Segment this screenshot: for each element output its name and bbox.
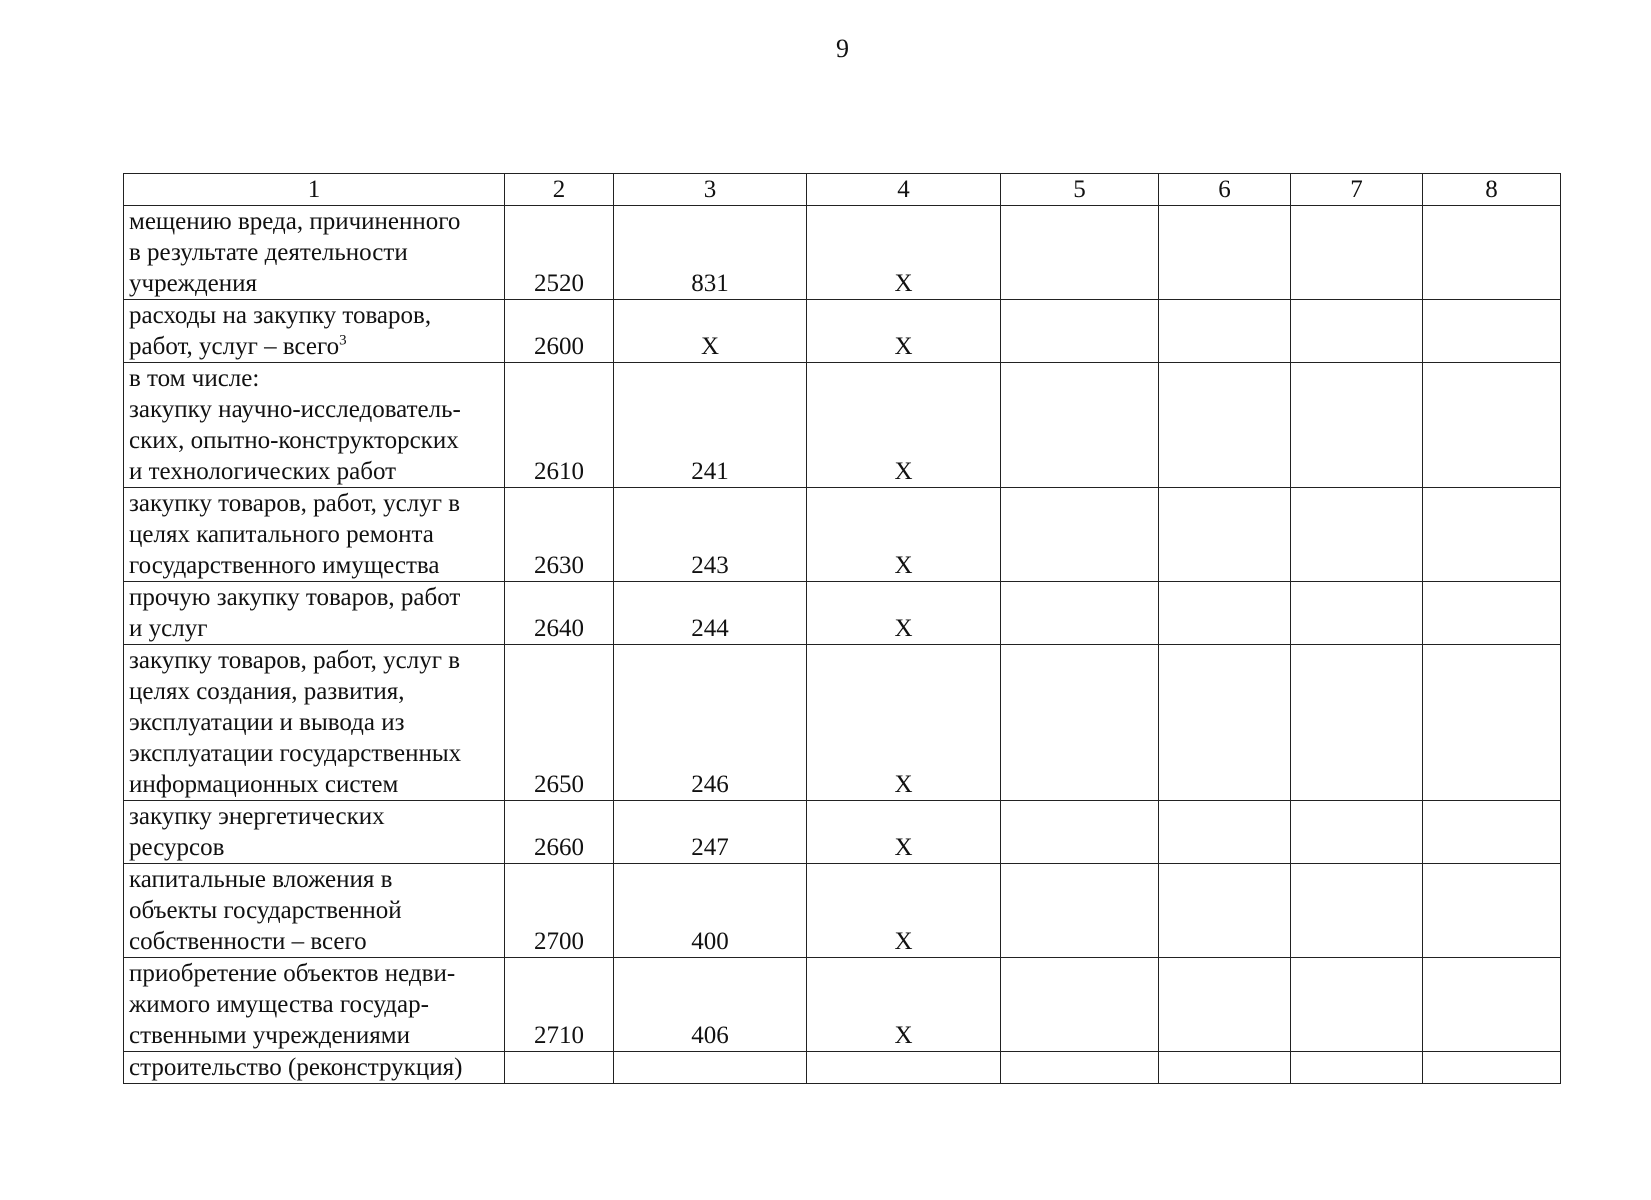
cell-col-3: X <box>614 300 807 363</box>
cell-col-2: 2610 <box>505 363 614 488</box>
cell-col-7 <box>1291 582 1423 645</box>
cell-col-5 <box>1001 864 1159 958</box>
table-row <box>124 864 1561 958</box>
cell-col-4: X <box>807 488 1001 582</box>
cell-col-6 <box>1159 958 1291 1052</box>
row-description-cell <box>124 300 505 363</box>
row-description: расходы на закупку товаров, работ, услуг – всего <box>129 302 432 360</box>
cell-col-2: 2600 <box>505 300 614 363</box>
cell-col-3 <box>614 1052 807 1084</box>
cell-col-8 <box>1423 1052 1561 1084</box>
table-row <box>124 300 1561 363</box>
cell-col-2: 2710 <box>505 958 614 1052</box>
table-body <box>124 206 1561 1084</box>
cell-col-7 <box>1291 864 1423 958</box>
row-description: прочую закупку товаров, работ и услуг <box>129 584 461 642</box>
cell-col-6 <box>1159 488 1291 582</box>
row-description-cell <box>124 206 505 300</box>
row-description: строительство (реконструкция) <box>129 1054 463 1081</box>
cell-col-8 <box>1423 206 1561 300</box>
column-header-2: 2 <box>505 174 614 206</box>
cell-col-7 <box>1291 645 1423 801</box>
cell-col-4: X <box>807 206 1001 300</box>
table-row <box>124 801 1561 864</box>
row-description: приобретение объектов недви- жимого имущества государ- ственными учреждениями <box>129 960 456 1049</box>
table-header <box>124 174 1561 206</box>
page-number: 9 <box>836 34 849 63</box>
cell-col-4 <box>807 1052 1001 1084</box>
cell-col-2: 2660 <box>505 801 614 864</box>
row-description: закупку товаров, работ, услуг в целях капитального ремонта государственного имущества <box>129 490 461 579</box>
cell-col-7 <box>1291 488 1423 582</box>
cell-col-8 <box>1423 801 1561 864</box>
cell-col-4: X <box>807 582 1001 645</box>
cell-col-3: 246 <box>614 645 807 801</box>
table-row <box>124 206 1561 300</box>
cell-col-3: 831 <box>614 206 807 300</box>
cell-col-2: 2700 <box>505 864 614 958</box>
cell-col-5 <box>1001 645 1159 801</box>
cell-col-5 <box>1001 801 1159 864</box>
cell-col-6 <box>1159 645 1291 801</box>
cell-col-2 <box>505 1052 614 1084</box>
cell-col-8 <box>1423 958 1561 1052</box>
cell-col-3: 244 <box>614 582 807 645</box>
table-row <box>124 958 1561 1052</box>
cell-col-5 <box>1001 206 1159 300</box>
table-row <box>124 645 1561 801</box>
row-description: мещению вреда, причиненного в результате деятельности учреждения <box>129 208 461 297</box>
row-description-cell <box>124 488 505 582</box>
row-description: в том числе: закупку научно-исследователь- ских, опытно-конструкторских и технологических работ <box>129 365 461 485</box>
cell-col-6 <box>1159 582 1291 645</box>
cell-col-2: 2520 <box>505 206 614 300</box>
table-row <box>124 488 1561 582</box>
cell-col-4: X <box>807 645 1001 801</box>
cell-col-5 <box>1001 1052 1159 1084</box>
cell-col-6 <box>1159 300 1291 363</box>
cell-col-2: 2650 <box>505 645 614 801</box>
cell-col-4: X <box>807 864 1001 958</box>
cell-col-4: X <box>807 801 1001 864</box>
cell-col-7 <box>1291 363 1423 488</box>
cell-col-7 <box>1291 958 1423 1052</box>
cell-col-8 <box>1423 864 1561 958</box>
cell-col-6 <box>1159 801 1291 864</box>
column-header-6: 6 <box>1159 174 1291 206</box>
table-row <box>124 363 1561 488</box>
cell-col-4: X <box>807 363 1001 488</box>
cell-col-2: 2630 <box>505 488 614 582</box>
column-header-1: 1 <box>124 174 505 206</box>
row-description-cell <box>124 582 505 645</box>
column-header-3: 3 <box>614 174 807 206</box>
row-description: закупку энергетических ресурсов <box>129 803 385 861</box>
cell-col-8 <box>1423 363 1561 488</box>
row-description-cell <box>124 1052 505 1084</box>
row-description-cell <box>124 864 505 958</box>
cell-col-6 <box>1159 206 1291 300</box>
cell-col-5 <box>1001 300 1159 363</box>
cell-col-4: X <box>807 958 1001 1052</box>
cell-col-8 <box>1423 300 1561 363</box>
row-description-cell <box>124 645 505 801</box>
cell-col-5 <box>1001 363 1159 488</box>
table-row <box>124 1052 1561 1084</box>
column-header-4: 4 <box>807 174 1001 206</box>
cell-col-7 <box>1291 1052 1423 1084</box>
cell-col-7 <box>1291 801 1423 864</box>
cell-col-5 <box>1001 488 1159 582</box>
cell-col-4: X <box>807 300 1001 363</box>
cell-col-8 <box>1423 645 1561 801</box>
column-header-8: 8 <box>1423 174 1561 206</box>
cell-col-5 <box>1001 582 1159 645</box>
cell-col-6 <box>1159 1052 1291 1084</box>
cell-col-7 <box>1291 300 1423 363</box>
row-description-cell <box>124 363 505 488</box>
column-header-5: 5 <box>1001 174 1159 206</box>
cell-col-6 <box>1159 363 1291 488</box>
cell-col-3: 406 <box>614 958 807 1052</box>
cell-col-3: 400 <box>614 864 807 958</box>
cell-col-2: 2640 <box>505 582 614 645</box>
budget-table <box>123 173 1561 1084</box>
cell-col-3: 243 <box>614 488 807 582</box>
row-description: закупку товаров, работ, услуг в целях создания, развития, эксплуатации и вывода из эксплуатации государственных информационных систем <box>129 647 462 798</box>
cell-col-6 <box>1159 864 1291 958</box>
cell-col-8 <box>1423 488 1561 582</box>
table-row <box>124 582 1561 645</box>
row-description: капитальные вложения в объекты государственной собственности – всего <box>129 866 402 955</box>
footnote-marker: 3 <box>339 332 347 349</box>
cell-col-7 <box>1291 206 1423 300</box>
row-description-cell <box>124 958 505 1052</box>
header-row <box>124 174 1561 206</box>
cell-col-3: 247 <box>614 801 807 864</box>
cell-col-3: 241 <box>614 363 807 488</box>
cell-col-5 <box>1001 958 1159 1052</box>
row-description-cell <box>124 801 505 864</box>
cell-col-8 <box>1423 582 1561 645</box>
column-header-7: 7 <box>1291 174 1423 206</box>
